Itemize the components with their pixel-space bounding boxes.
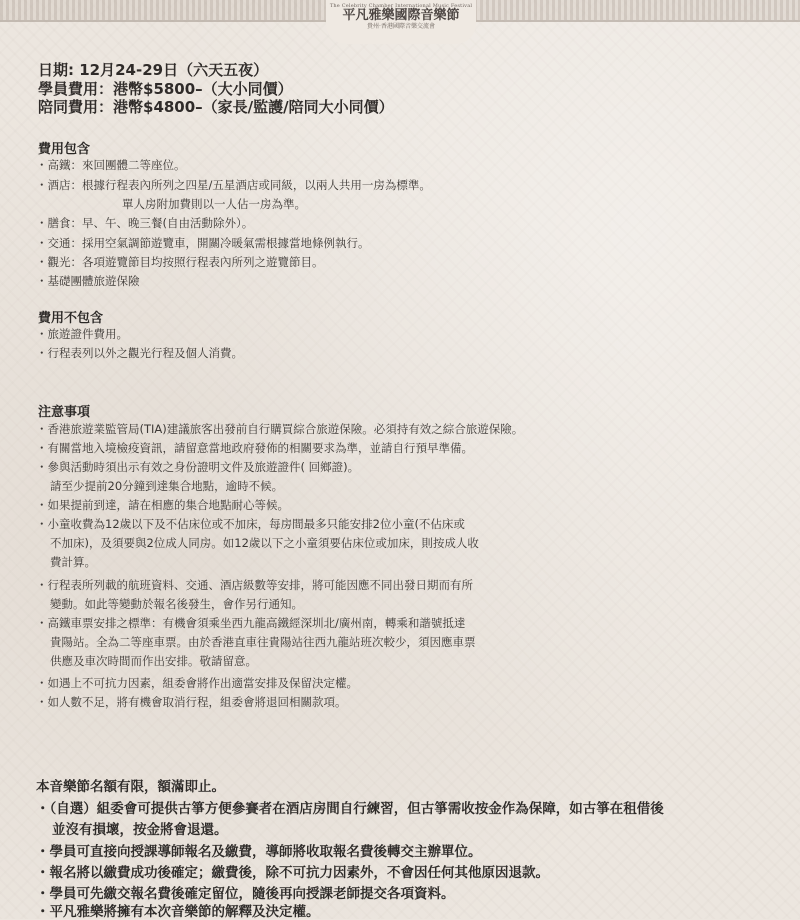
notes-item: 請至少提前20分鐘到達集合地點，逾時不候。 — [50, 479, 284, 493]
student-fee-line: 學員費用：港幣$5800–（大小同價） — [38, 80, 293, 98]
festival-subtitle: 貴州·香港國際音樂交流會 — [367, 23, 435, 30]
notes-item: ・參與活動時須出示有效之身份證明文件及旅遊證件( 回鄉證)。 — [36, 460, 360, 474]
included-item: ・交通：採用空氣調節遊覽車，開關冷暖氣需根據當地條例執行。 — [36, 236, 370, 250]
notes-item: 不加床)，及須要與2位成人同房。如12歲以下之小童須要佔床位或加床，則按成人收 — [50, 536, 479, 550]
notes-item: ・有關當地入境檢疫資訊，請留意當地政府發佈的相關要求為準，並請自行預早準備。 — [36, 441, 473, 455]
footer-item: ・平凡雅樂將擁有本次音樂節的解釋及決定權。 — [36, 904, 320, 920]
notes-heading: 注意事項 — [38, 405, 91, 420]
included-item: ・基礎團體旅遊保險 — [36, 274, 140, 288]
footer-item: 並沒有損壞，按金將會退還。 — [52, 822, 228, 838]
excluded-heading: 費用不包含 — [38, 311, 104, 326]
notes-item: ・高鐵車票安排之標準：有機會須乘坐西九龍高鐵經深圳北/廣州南，轉乘和諧號抵達 — [36, 616, 466, 630]
notes-item: ・如遇上不可抗力因素，組委會將作出適當安排及保留決定權。 — [36, 676, 358, 690]
excluded-item: ・旅遊證件費用。 — [36, 327, 128, 341]
notes-item: ・香港旅遊業監管局(TIA)建議旅客出發前自行購買綜合旅遊保險。必須持有效之綜合旅遊保險。 — [36, 422, 524, 436]
notes-item: 貴陽站。全為二等座車票。由於香港直車往貴陽站往西九龍站班次較少，須因應車票 — [50, 635, 476, 649]
footer-item: ・學員可直接向授課導師報名及繳費，導師將收取報名費後轉交主辦單位。 — [36, 844, 482, 860]
included-item: ・高鐵：來回團體二等座位。 — [36, 158, 186, 172]
included-heading: 費用包含 — [38, 142, 91, 157]
footer-item: ・報名將以繳費成功後確定；繳費後，除不可抗力因素外，不會因任何其他原因退款。 — [36, 865, 549, 881]
included-item: 單人房附加費則以一人佔一房為準。 — [122, 197, 306, 211]
companion-fee-line: 陪同費用：港幣$4800–（家長/監護/陪同大小同價） — [38, 98, 394, 116]
notes-item: ・小童收費為12歲以下及不佔床位或不加床，每房間最多只能安排2位小童(不佔床或 — [36, 517, 465, 531]
footer-item: ・學員可先繳交報名費後確定留位，隨後再向授課老師提交各項資料。 — [36, 886, 455, 902]
included-item: ・觀光：各項遊覽節目均按照行程表內所列之遊覽節目。 — [36, 255, 324, 269]
included-item: ・酒店：根據行程表內所列之四星/五星酒店或同級，以兩人共用一房為標準。 — [36, 178, 431, 192]
notes-item: ・如人數不足，將有機會取消行程，組委會將退回相關款項。 — [36, 695, 347, 709]
excluded-item: ・行程表列以外之觀光行程及個人消費。 — [36, 346, 243, 360]
date-line: 日期: 12月24-29日（六天五夜） — [38, 61, 269, 79]
footer-item: ・（自選）組委會可提供古箏方便參賽者在酒店房間自行練習，但古箏需收按金作為保障，如古箏在租借後 — [36, 801, 664, 817]
festival-title: 平凡雅樂國際音樂節 — [342, 8, 460, 23]
notes-item: ・如果提前到達，請在相應的集合地點耐心等候。 — [36, 498, 289, 512]
notes-item: 費計算。 — [50, 555, 96, 569]
notes-item: 供應及車次時間而作出安排。敬請留意。 — [50, 654, 257, 668]
notes-item: ・行程表所列載的航班資料、交通、酒店級數等安排，將可能因應不同出發日期而有所 — [36, 578, 473, 592]
included-item: ・膳食：早、午、晚三餐(自由活動除外）。 — [36, 216, 254, 230]
festival-english-name: The Celebrity Chamber International Music Festival — [329, 3, 473, 9]
footer-item: 本音樂節名額有限，額滿即止。 — [36, 779, 225, 795]
notes-item: 變動。如此等變動於報名後發生，會作另行通知。 — [50, 597, 303, 611]
